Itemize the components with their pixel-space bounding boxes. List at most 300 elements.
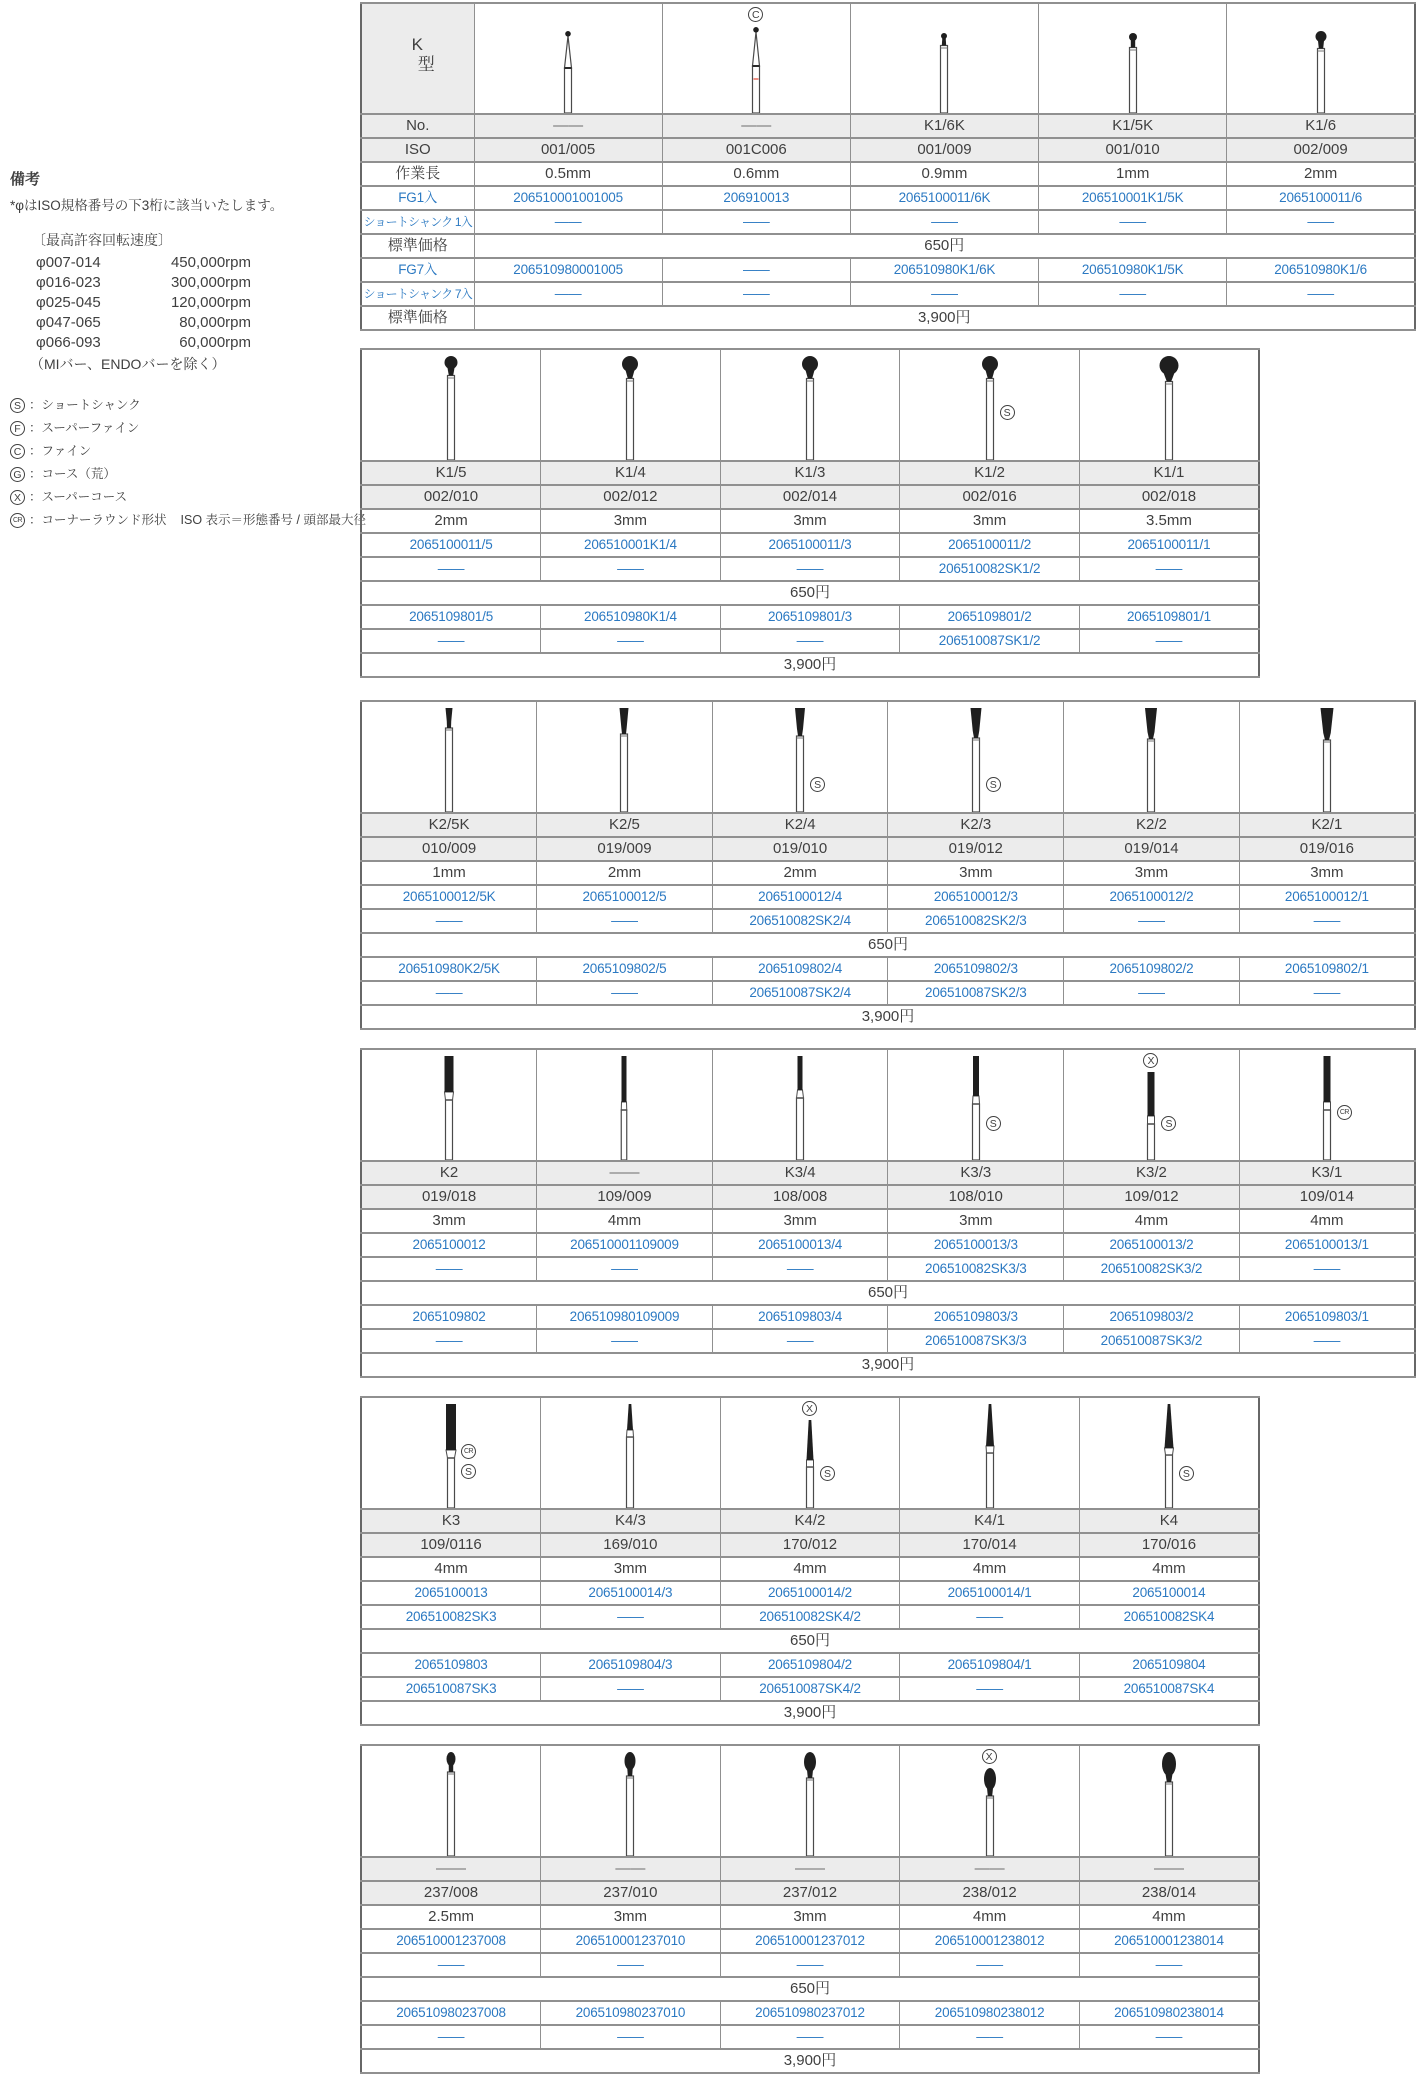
fg7-code-cell[interactable]: 206510980K1/6 xyxy=(1227,258,1415,282)
k3-series-table xyxy=(360,1048,1416,1378)
bur-image-cell xyxy=(541,349,721,461)
fg7-code-cell[interactable]: 2065109804/2 xyxy=(720,1653,900,1677)
fg1-code-cell[interactable]: 2065100012/5K xyxy=(361,885,537,909)
len-cell: 3mm xyxy=(888,1209,1064,1233)
fg1-code-cell[interactable]: 2065100012/2 xyxy=(1064,885,1240,909)
bur-image-cell xyxy=(900,1745,1080,1857)
bur-image-cell xyxy=(1039,3,1227,114)
speed-rpm: 450,000rpm xyxy=(170,254,251,271)
fg1-code-cell[interactable]: 2065100012 xyxy=(361,1233,537,1257)
fg1-code-cell[interactable]: 2065100011/6K xyxy=(850,186,1038,210)
cr-mark-icon: CR xyxy=(10,513,25,528)
cr-mark-icon: CR xyxy=(461,1444,476,1459)
len-cell: 3mm xyxy=(541,509,721,533)
fg1-code-cell[interactable]: 2065100014/3 xyxy=(541,1581,721,1605)
ss1-code-cell[interactable]: 206510082SK1/2 xyxy=(900,557,1080,581)
len-cell: 3.5mm xyxy=(1079,509,1259,533)
no-cell: K2/2 xyxy=(1064,813,1240,837)
no-cell: K4/2 xyxy=(720,1509,900,1533)
fg1-code-cell[interactable]: 2065100012/1 xyxy=(1239,885,1415,909)
iso-cell: 109/014 xyxy=(1239,1185,1415,1209)
ss1-code-cell: —— xyxy=(1239,1257,1415,1281)
speed-row xyxy=(10,273,251,293)
no-cell: —— xyxy=(541,1857,721,1881)
row-label-iso: ISO xyxy=(361,138,474,162)
fg7-code-cell[interactable]: 2065109801/3 xyxy=(720,605,900,629)
bur-image-cell xyxy=(537,1049,713,1161)
bur-image-cell xyxy=(1079,349,1259,461)
iso-cell: 001/009 xyxy=(850,138,1038,162)
fg7-code-cell[interactable]: 2065109801/1 xyxy=(1079,605,1259,629)
price1-cell: 650円 xyxy=(361,1977,1259,2001)
ss7-code-cell[interactable]: 206510087SK2/3 xyxy=(888,981,1064,1005)
len-cell: 3mm xyxy=(900,509,1080,533)
legend-row xyxy=(10,486,358,509)
no-cell: K1/5K xyxy=(1039,114,1227,138)
speed-row xyxy=(10,333,251,353)
bur-illustration xyxy=(537,702,712,812)
fg7-code-cell[interactable]: 2065109802/2 xyxy=(1064,957,1240,981)
no-cell: K4/3 xyxy=(541,1509,721,1533)
ss1-code-cell: —— xyxy=(361,909,537,933)
no-cell: K3/3 xyxy=(888,1161,1064,1185)
ss1-code-cell: —— xyxy=(537,909,713,933)
ss7-code-cell: —— xyxy=(1039,282,1227,306)
bur-image-cell xyxy=(1239,1049,1415,1161)
row-label-ss1: ショートシャンク 1入 xyxy=(361,210,474,234)
f-mark-icon: F xyxy=(10,421,25,436)
no-cell: K2/5 xyxy=(537,813,713,837)
fg1-code-cell[interactable]: 2065100014 xyxy=(1079,1581,1259,1605)
fg1-code-cell[interactable]: 2065100013/4 xyxy=(712,1233,888,1257)
fg1-code-cell[interactable]: 2065100011/5 xyxy=(361,533,541,557)
iso-format-note: ISO 表示＝形態番号 / 頭部最大径 xyxy=(180,513,366,527)
ss7-code-cell: —— xyxy=(537,981,713,1005)
ss7-code-cell: —— xyxy=(541,629,721,653)
len-cell: 2.5mm xyxy=(361,1905,541,1929)
fg1-code-cell[interactable]: 2065100011/3 xyxy=(720,533,900,557)
speed-row xyxy=(10,293,251,313)
price7-cell: 3,900円 xyxy=(361,2049,1259,2073)
g-mark-icon: G xyxy=(10,467,25,482)
k3-k4-series-table xyxy=(360,1396,1260,1726)
bur-illustration xyxy=(1080,1746,1258,1856)
bur-image-cell xyxy=(537,701,713,813)
ss7-code-cell: —— xyxy=(720,2025,900,2049)
len-cell: 4mm xyxy=(1079,1557,1259,1581)
k1-series-table xyxy=(360,348,1260,678)
bur-image-cell xyxy=(712,701,888,813)
len-cell: 3mm xyxy=(361,1209,537,1233)
ss1-code-cell[interactable]: 206510082SK4 xyxy=(1079,1605,1259,1629)
ss7-code-cell: —— xyxy=(541,2025,721,2049)
bur-image-cell xyxy=(361,349,541,461)
ss7-code-cell[interactable]: 206510087SK2/4 xyxy=(712,981,888,1005)
no-cell: K3/2 xyxy=(1064,1161,1240,1185)
s-mark-icon: S xyxy=(986,1116,1001,1131)
iso-cell: 237/008 xyxy=(361,1881,541,1905)
fg7-code-cell[interactable]: 2065109803/4 xyxy=(712,1305,888,1329)
iso-cell: 002/012 xyxy=(541,485,721,509)
fg1-code-cell[interactable]: 206510001237010 xyxy=(541,1929,721,1953)
iso-cell: 002/009 xyxy=(1227,138,1415,162)
ss7-code-cell: —— xyxy=(1239,1329,1415,1353)
x-mark-icon: X xyxy=(802,1401,817,1416)
len-cell: 4mm xyxy=(1064,1209,1240,1233)
fg7-code-cell[interactable]: 206510980K1/5K xyxy=(1039,258,1227,282)
speed-section-title: 〔最高許容回転速度〕 xyxy=(32,232,172,248)
len-cell: 4mm xyxy=(720,1557,900,1581)
bur-illustration xyxy=(362,1398,540,1508)
ss1-code-cell: —— xyxy=(537,1257,713,1281)
row-label-fg7: FG7入 xyxy=(361,258,474,282)
ss1-code-cell: —— xyxy=(1064,909,1240,933)
fg1-code-cell[interactable]: 2065100012/5 xyxy=(537,885,713,909)
bur-image-cell xyxy=(1064,1049,1240,1161)
ss7-code-cell: —— xyxy=(361,1329,537,1353)
fg7-code-cell[interactable]: 2065109802/5 xyxy=(537,957,713,981)
price1-cell: 650円 xyxy=(361,933,1415,957)
price7-cell: 3,900円 xyxy=(361,1701,1259,1725)
no-cell: —— xyxy=(900,1857,1080,1881)
no-cell: K1/5 xyxy=(361,461,541,485)
fg1-code-cell[interactable]: 2065100011/1 xyxy=(1079,533,1259,557)
fg7-code-cell[interactable]: 206510980109009 xyxy=(537,1305,713,1329)
fg1-code-cell[interactable]: 206510001237012 xyxy=(720,1929,900,1953)
legend-label: ：ショートシャンク xyxy=(29,398,141,412)
ss7-code-cell: —— xyxy=(662,282,850,306)
fg7-code-cell[interactable]: 206510980237012 xyxy=(720,2001,900,2025)
x-mark-icon: X xyxy=(1143,1053,1158,1068)
fg7-code-cell[interactable]: 2065109802/3 xyxy=(888,957,1064,981)
bur-illustration xyxy=(900,350,1079,460)
row-label-price7: 標準価格 xyxy=(361,306,474,330)
bur-image-cell xyxy=(712,1049,888,1161)
ss1-code-cell[interactable]: 206510082SK2/3 xyxy=(888,909,1064,933)
ss7-code-cell[interactable]: 206510087SK4/2 xyxy=(720,1677,900,1701)
s-mark-icon: S xyxy=(1179,1466,1194,1481)
fg7-code-cell[interactable]: 2065109803/2 xyxy=(1064,1305,1240,1329)
ss1-code-cell[interactable]: 206510082SK3/2 xyxy=(1064,1257,1240,1281)
speed-range: φ066-093 xyxy=(36,334,101,351)
iso-cell: 001/010 xyxy=(1039,138,1227,162)
no-cell: —— xyxy=(361,1857,541,1881)
iso-cell: 170/014 xyxy=(900,1533,1080,1557)
fg1-code-cell[interactable]: 2065100012/4 xyxy=(712,885,888,909)
price7-cell: 3,900円 xyxy=(361,1005,1415,1029)
bur-image-cell xyxy=(541,1397,721,1509)
ss7-code-cell[interactable]: 206510087SK3/3 xyxy=(888,1329,1064,1353)
bur-image-cell xyxy=(888,1049,1064,1161)
legend-label: ：スーパーコース xyxy=(29,490,128,504)
len-cell: 3mm xyxy=(1239,861,1415,885)
fg7-code-cell[interactable]: 2065109804 xyxy=(1079,1653,1259,1677)
c-mark-icon: C xyxy=(748,7,763,22)
len-cell: 4mm xyxy=(900,1557,1080,1581)
bur-image-cell xyxy=(1064,701,1240,813)
fg1-code-cell[interactable]: 206510001237008 xyxy=(361,1929,541,1953)
price1-cell: 650円 xyxy=(361,581,1259,605)
len-cell: 2mm xyxy=(361,509,541,533)
speed-row xyxy=(10,313,251,333)
iso-cell: 109/012 xyxy=(1064,1185,1240,1209)
bur-illustration xyxy=(888,702,1063,812)
no-cell: K2/3 xyxy=(888,813,1064,837)
row-label-ss7: ショートシャンク 7入 xyxy=(361,282,474,306)
legend-row xyxy=(10,440,358,463)
fg7-code-cell[interactable]: 206510980K1/4 xyxy=(541,605,721,629)
ss7-code-cell[interactable]: 206510087SK1/2 xyxy=(900,629,1080,653)
len-cell: 3mm xyxy=(1064,861,1240,885)
bur-image-cell xyxy=(361,1745,541,1857)
len-cell: 3mm xyxy=(712,1209,888,1233)
x-mark-icon: X xyxy=(10,490,25,505)
iso-cell: 170/016 xyxy=(1079,1533,1259,1557)
no-cell: K1/6 xyxy=(1227,114,1415,138)
ss7-code-cell[interactable]: 206510087SK3 xyxy=(361,1677,541,1701)
no-cell: —— xyxy=(720,1857,900,1881)
bur-illustration xyxy=(362,1050,536,1160)
ss7-code-cell: —— xyxy=(900,2025,1080,2049)
ss7-code-cell: —— xyxy=(474,282,662,306)
len-cell: 2mm xyxy=(1227,162,1415,186)
iso-cell: 019/014 xyxy=(1064,837,1240,861)
notes-sidebar xyxy=(10,168,366,532)
iso-cell: 019/009 xyxy=(537,837,713,861)
bur-illustration xyxy=(713,702,888,812)
notes-title: 備考 xyxy=(10,171,41,188)
bur-image-cell xyxy=(900,349,1080,461)
no-cell: K1/1 xyxy=(1079,461,1259,485)
bur-illustration xyxy=(888,1050,1063,1160)
ss1-code-cell[interactable]: 206510082SK4/2 xyxy=(720,1605,900,1629)
s-mark-icon: S xyxy=(810,777,825,792)
fg1-code-cell[interactable]: 2065100013/1 xyxy=(1239,1233,1415,1257)
fg7-code-cell[interactable]: 2065109801/2 xyxy=(900,605,1080,629)
fg7-code-cell: —— xyxy=(662,258,850,282)
bur-illustration xyxy=(362,1746,540,1856)
ss1-code-cell: —— xyxy=(1039,210,1227,234)
fg7-code-cell[interactable]: 2065109803/3 xyxy=(888,1305,1064,1329)
fg1-code-cell[interactable]: 2065100014/2 xyxy=(720,1581,900,1605)
speed-list xyxy=(10,253,358,353)
ss7-code-cell[interactable]: 206510087SK3/2 xyxy=(1064,1329,1240,1353)
iso-cell: 019/016 xyxy=(1239,837,1415,861)
ss1-code-cell: —— xyxy=(361,1257,537,1281)
price1-cell: 650円 xyxy=(474,234,1415,258)
ss7-code-cell: —— xyxy=(361,981,537,1005)
speed-rpm: 300,000rpm xyxy=(170,274,251,291)
len-cell: 3mm xyxy=(541,1557,721,1581)
bur-illustration xyxy=(721,350,900,460)
fg7-code-cell[interactable]: 206510980238014 xyxy=(1079,2001,1259,2025)
price1-cell: 650円 xyxy=(361,1629,1259,1653)
pear-237-238-table xyxy=(360,1744,1260,2074)
row-label-fg1: FG1入 xyxy=(361,186,474,210)
bur-image-cell xyxy=(361,1049,537,1161)
k-type-header-cell xyxy=(361,3,474,114)
fg1-code-cell[interactable]: 2065100014/1 xyxy=(900,1581,1080,1605)
ss1-code-cell[interactable]: 206510082SK3/3 xyxy=(888,1257,1064,1281)
fg1-code-cell[interactable]: 2065100013/2 xyxy=(1064,1233,1240,1257)
bur-illustration xyxy=(1240,1050,1414,1160)
ss1-code-cell: —— xyxy=(720,557,900,581)
fg7-code-cell[interactable]: 206510980238012 xyxy=(900,2001,1080,2025)
fg1-code-cell[interactable]: 206510001001005 xyxy=(474,186,662,210)
iso-cell: 108/008 xyxy=(712,1185,888,1209)
bur-image-cell xyxy=(720,349,900,461)
speed-rpm: 120,000rpm xyxy=(170,294,251,311)
phi-note: *φはISO規格番号の下3桁に該当いたします。 xyxy=(10,198,284,213)
iso-cell: 108/010 xyxy=(888,1185,1064,1209)
fg7-code-cell[interactable]: 206510980001005 xyxy=(474,258,662,282)
fg1-code-cell[interactable]: 2065100011/2 xyxy=(900,533,1080,557)
no-cell: K1/3 xyxy=(720,461,900,485)
speed-row xyxy=(10,253,251,273)
ss7-code-cell: —— xyxy=(1239,981,1415,1005)
legend-label: ：コーナーラウンド形状 xyxy=(29,513,167,527)
bur-illustration xyxy=(1227,4,1414,113)
bur-image-cell xyxy=(541,1745,721,1857)
iso-cell: 170/012 xyxy=(720,1533,900,1557)
ss1-code-cell: —— xyxy=(720,1953,900,1977)
len-cell: 4mm xyxy=(900,1905,1080,1929)
fg7-code-cell[interactable]: 206510980237010 xyxy=(541,2001,721,2025)
fg1-code-cell[interactable]: 2065100013 xyxy=(361,1581,541,1605)
fg7-code-cell[interactable]: 2065109801/5 xyxy=(361,605,541,629)
ss7-code-cell: —— xyxy=(361,629,541,653)
iso-cell: 019/018 xyxy=(361,1185,537,1209)
bur-illustration xyxy=(1039,4,1226,113)
iso-cell: 237/010 xyxy=(541,1881,721,1905)
fg7-code-cell[interactable]: 2065109802 xyxy=(361,1305,537,1329)
legend-row xyxy=(10,509,366,532)
ss1-code-cell: —— xyxy=(541,1605,721,1629)
ss1-code-cell: —— xyxy=(541,1953,721,1977)
ss1-code-cell: —— xyxy=(1239,909,1415,933)
ss1-code-cell: —— xyxy=(361,557,541,581)
bur-illustration xyxy=(721,1746,900,1856)
fg7-code-cell[interactable]: 2065109804/1 xyxy=(900,1653,1080,1677)
bur-illustration xyxy=(541,1398,720,1508)
fg1-code-cell[interactable]: 206510001109009 xyxy=(537,1233,713,1257)
bur-illustration xyxy=(1064,1050,1239,1160)
iso-cell: 019/010 xyxy=(712,837,888,861)
row-label-no: No. xyxy=(361,114,474,138)
iso-cell: 002/016 xyxy=(900,485,1080,509)
fg1-code-cell[interactable]: 2065100011/6 xyxy=(1227,186,1415,210)
fg1-code-cell[interactable]: 206510001K1/4 xyxy=(541,533,721,557)
ss1-code-cell: —— xyxy=(541,557,721,581)
s-mark-icon: S xyxy=(1000,405,1015,420)
ss7-code-cell: —— xyxy=(1079,629,1259,653)
iso-cell: 002/010 xyxy=(361,485,541,509)
fg7-code-cell[interactable]: 2065109802/1 xyxy=(1239,957,1415,981)
bur-illustration xyxy=(721,1398,900,1508)
iso-cell: 002/018 xyxy=(1079,485,1259,509)
len-cell: 3mm xyxy=(720,1905,900,1929)
ss7-code-cell: —— xyxy=(1079,2025,1259,2049)
bur-image-cell xyxy=(900,1397,1080,1509)
ss1-code-cell: —— xyxy=(474,210,662,234)
fg1-code-cell[interactable]: 2065100012/3 xyxy=(888,885,1064,909)
bur-illustration xyxy=(537,1050,712,1160)
no-cell: K2 xyxy=(361,1161,537,1185)
legend-row xyxy=(10,394,358,417)
len-cell: 1mm xyxy=(1039,162,1227,186)
fg7-code-cell[interactable]: 206510980K2/5K xyxy=(361,957,537,981)
fg7-code-cell[interactable]: 2065109803 xyxy=(361,1653,541,1677)
legend-label: ：コース（荒） xyxy=(29,467,116,481)
fg7-code-cell[interactable]: 2065109803/1 xyxy=(1239,1305,1415,1329)
iso-cell: 019/012 xyxy=(888,837,1064,861)
fg1-code-cell[interactable]: 206510001K1/5K xyxy=(1039,186,1227,210)
ss1-code-cell: —— xyxy=(900,1605,1080,1629)
k1-fg-table xyxy=(360,2,1416,331)
k-type-line1: K xyxy=(411,34,424,54)
bur-illustration xyxy=(362,350,540,460)
len-cell: 3mm xyxy=(888,861,1064,885)
x-mark-icon: X xyxy=(982,1749,997,1764)
legend-label: ：スーパーファイン xyxy=(29,421,140,435)
bur-image-cell xyxy=(1079,1397,1259,1509)
ss1-code-cell[interactable]: 206510082SK3 xyxy=(361,1605,541,1629)
no-cell: K2/5K xyxy=(361,813,537,837)
price7-cell: 3,900円 xyxy=(474,306,1415,330)
no-cell: K3 xyxy=(361,1509,541,1533)
bur-image-cell xyxy=(1239,701,1415,813)
ss1-code-cell: —— xyxy=(850,210,1038,234)
bur-illustration xyxy=(900,1398,1079,1508)
iso-cell: 238/014 xyxy=(1079,1881,1259,1905)
fg7-code-cell[interactable]: 206510980K1/6K xyxy=(850,258,1038,282)
fg7-code-cell[interactable]: 206510980237008 xyxy=(361,2001,541,2025)
legend-row xyxy=(10,463,358,486)
ss7-code-cell: —— xyxy=(537,1329,713,1353)
ss1-code-cell: —— xyxy=(1079,557,1259,581)
no-cell: —— xyxy=(474,114,662,138)
c-mark-icon: C xyxy=(10,444,25,459)
ss1-code-cell: —— xyxy=(1079,1953,1259,1977)
bur-illustration xyxy=(1240,702,1414,812)
fg7-code-cell[interactable]: 2065109802/4 xyxy=(712,957,888,981)
bur-image-cell xyxy=(474,3,662,114)
s-mark-icon: S xyxy=(986,777,1001,792)
speed-range: φ016-023 xyxy=(36,274,101,291)
no-cell: K1/6K xyxy=(850,114,1038,138)
len-cell: 0.5mm xyxy=(474,162,662,186)
len-cell: 4mm xyxy=(1239,1209,1415,1233)
bur-image-cell xyxy=(361,701,537,813)
s-mark-icon: S xyxy=(461,1464,476,1479)
bur-image-cell xyxy=(720,1745,900,1857)
ss7-code-cell[interactable]: 206510087SK4 xyxy=(1079,1677,1259,1701)
fg1-code-cell[interactable]: 206910013 xyxy=(662,186,850,210)
no-cell: K3/1 xyxy=(1239,1161,1415,1185)
len-cell: 4mm xyxy=(1079,1905,1259,1929)
fg1-code-cell[interactable]: 206510001238012 xyxy=(900,1929,1080,1953)
speed-exclusion-note: （MIバー、ENDOバーを除く） xyxy=(30,356,226,372)
fg7-code-cell[interactable]: 2065109804/3 xyxy=(541,1653,721,1677)
ss7-code-cell: —— xyxy=(720,629,900,653)
fg1-code-cell[interactable]: 206510001238014 xyxy=(1079,1929,1259,1953)
len-cell: 1mm xyxy=(361,861,537,885)
no-cell: —— xyxy=(662,114,850,138)
bur-illustration xyxy=(900,1746,1079,1856)
ss1-code-cell[interactable]: 206510082SK2/4 xyxy=(712,909,888,933)
ss1-code-cell: —— xyxy=(900,1953,1080,1977)
fg1-code-cell[interactable]: 2065100013/3 xyxy=(888,1233,1064,1257)
